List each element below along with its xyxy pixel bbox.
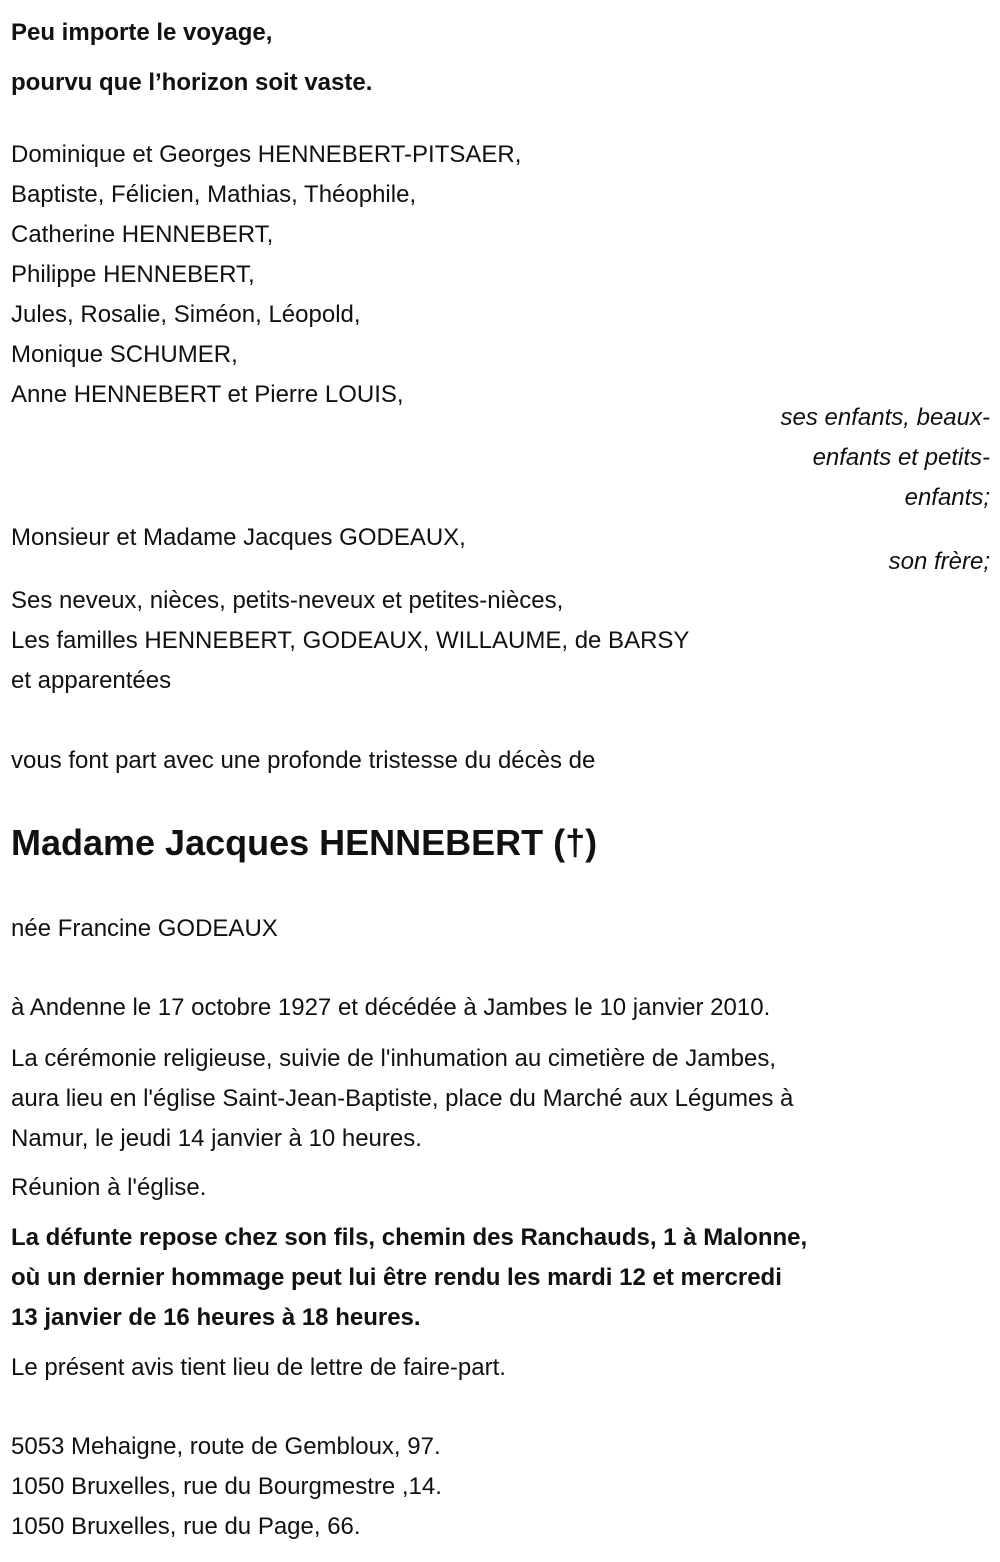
brother: Monsieur et Madame Jacques GODEAUX, <box>11 524 466 551</box>
family-line: Anne HENNEBERT et Pierre LOUIS, <box>11 381 404 408</box>
family-line: Ses neveux, nièces, petits-neveux et petites-nièces, <box>11 587 564 614</box>
announcement: vous font part avec une profonde tristesse du décès de <box>11 747 596 774</box>
family-line: Jules, Rosalie, Siméon, Léopold, <box>11 301 361 328</box>
address-line: 1050 Bruxelles, rue du Page, 66. <box>11 1513 361 1540</box>
addresses <box>11 1427 442 1547</box>
family-line: Monique SCHUMER, <box>11 341 238 368</box>
ceremony-line: aura lieu en l'église Saint-Jean-Baptiste, place du Marché aux Légumes à <box>11 1085 794 1112</box>
family-line: Dominique et Georges HENNEBERT-PITSAER, <box>11 141 522 168</box>
children-list <box>11 135 521 415</box>
epigraph <box>11 8 372 108</box>
family-line: et apparentées <box>11 667 172 694</box>
epigraph-line: Peu importe le voyage, <box>11 19 273 46</box>
visitation-line: La défunte repose chez son fils, chemin des Ranchauds, 1 à Malonne, <box>11 1224 808 1251</box>
address-line: 1050 Bruxelles, rue du Bourgmestre ,14. <box>11 1473 442 1500</box>
notice: Le présent avis tient lieu de lettre de faire-part. <box>11 1354 506 1381</box>
meeting: Réunion à l'église. <box>11 1174 207 1201</box>
ceremony <box>11 1039 793 1159</box>
maiden-name: née Francine GODEAUX <box>11 915 278 942</box>
family-line: Catherine HENNEBERT, <box>11 221 274 248</box>
family-line: Les familles HENNEBERT, GODEAUX, WILLAUME, de BARSY <box>11 627 690 654</box>
address-line: 5053 Mehaigne, route de Gembloux, 97. <box>11 1433 441 1460</box>
epigraph-line: pourvu que l’horizon soit vaste. <box>11 69 373 96</box>
deceased-name: Madame Jacques HENNEBERT (†) <box>11 822 598 863</box>
visitation-line: 13 janvier de 16 heures à 18 heures. <box>11 1304 421 1331</box>
brother-relation: son frère; <box>888 548 990 575</box>
family-line: Baptiste, Félicien, Mathias, Théophile, <box>11 181 417 208</box>
relation-line: enfants et petits- <box>812 444 990 471</box>
ceremony-line: La cérémonie religieuse, suivie de l'inhumation au cimetière de Jambes, <box>11 1045 776 1072</box>
relation-line: enfants; <box>904 484 990 511</box>
relation-line: ses enfants, beaux- <box>780 404 990 431</box>
visitation-line: où un dernier hommage peut lui être rendu les mardi 12 et mercredi <box>11 1264 782 1291</box>
ceremony-line: Namur, le jeudi 14 janvier à 10 heures. <box>11 1125 422 1152</box>
family-line: Philippe HENNEBERT, <box>11 261 255 288</box>
visitation <box>11 1218 807 1338</box>
birth-death: à Andenne le 17 octobre 1927 et décédée à Jambes le 10 janvier 2010. <box>11 994 771 1021</box>
children-relation <box>781 398 990 518</box>
other-relatives <box>11 581 689 701</box>
